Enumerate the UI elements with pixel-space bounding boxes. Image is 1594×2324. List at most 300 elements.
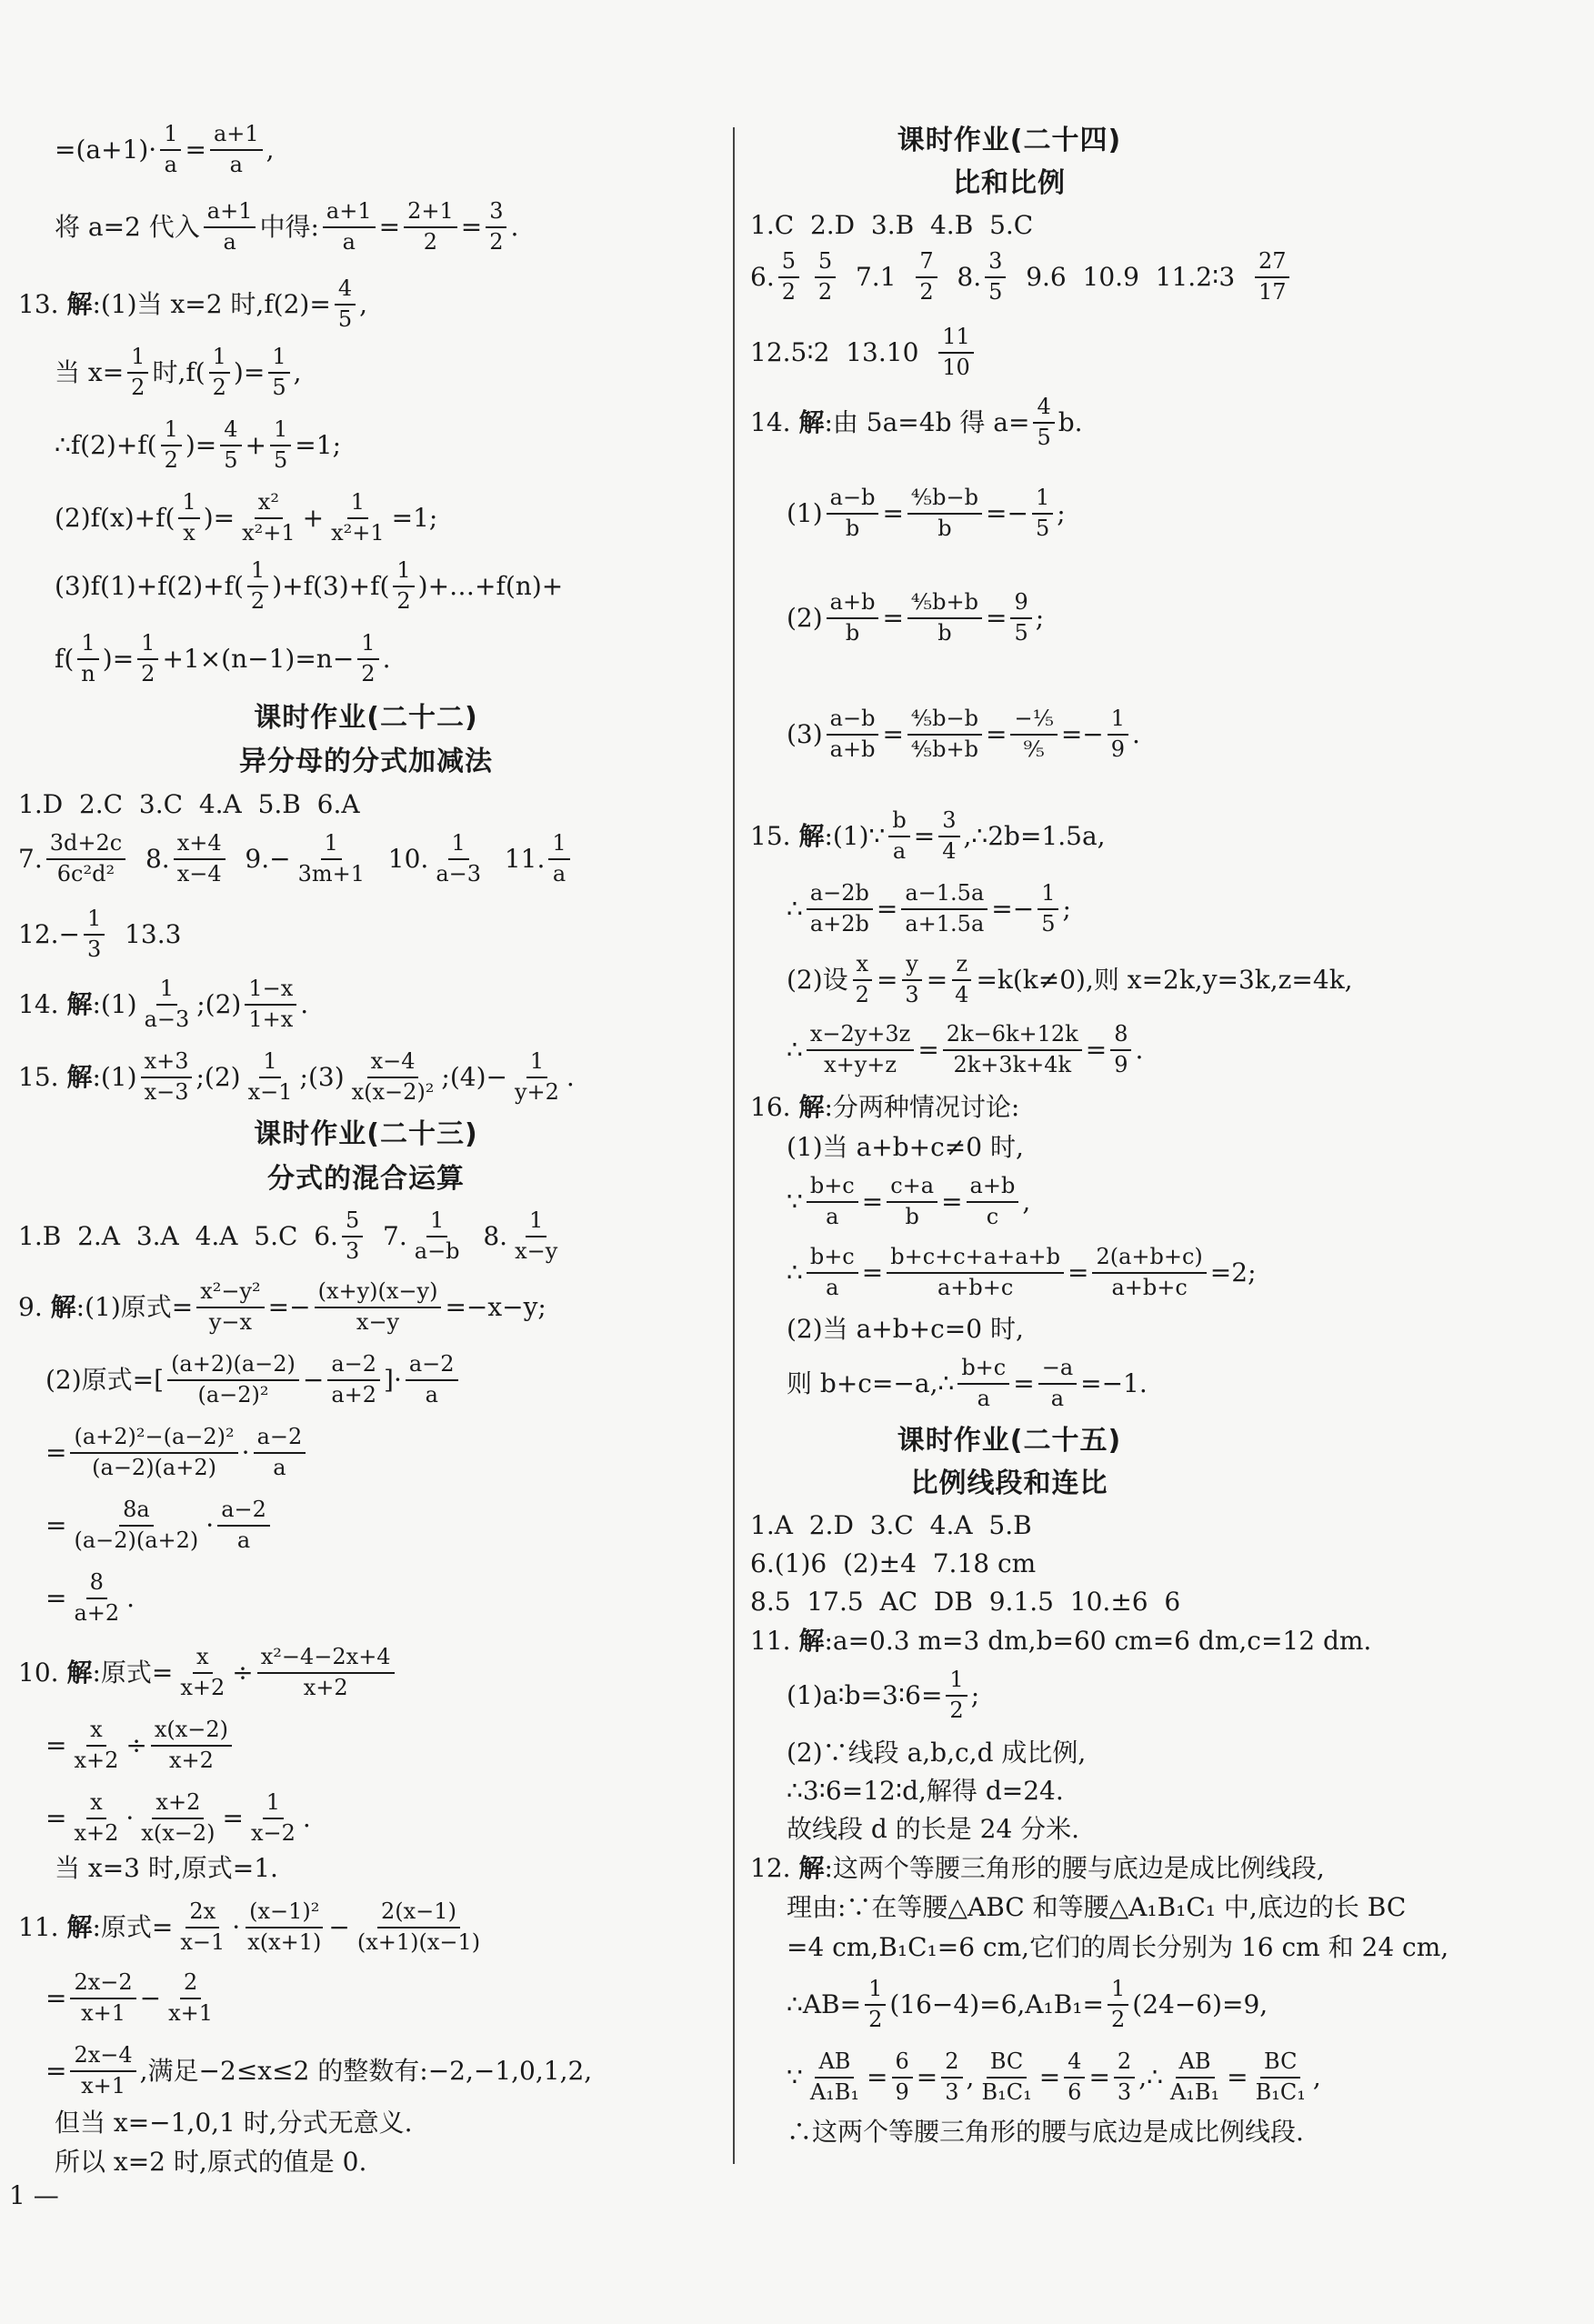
- text-segment: 11.: [18, 1912, 67, 1942]
- text-segment: .: [566, 1062, 575, 1092]
- fraction: [941, 2049, 962, 2105]
- text-segment: ·: [125, 1803, 135, 1833]
- answer-line: [750, 1850, 1325, 1887]
- fraction-numerator: a−b: [827, 486, 879, 515]
- fraction-denominator: x+2: [168, 1748, 214, 1773]
- fraction-denominator: 2: [919, 279, 934, 305]
- fraction: [315, 1279, 442, 1335]
- answer-line: [750, 1508, 1032, 1544]
- text-segment: 9.: [18, 1292, 51, 1322]
- fraction-denominator: ⁴⁄₅b+b: [910, 736, 979, 762]
- fraction: [70, 1570, 123, 1626]
- text-segment: =: [1068, 1257, 1089, 1287]
- fraction-denominator: a+2b: [809, 911, 869, 937]
- fraction-denominator: 5: [272, 375, 286, 400]
- fraction: [548, 831, 569, 887]
- fraction: [1033, 395, 1054, 450]
- fraction-denominator: 5: [1014, 620, 1028, 646]
- fraction: [247, 558, 268, 614]
- fraction-denominator: x²+1: [242, 520, 296, 546]
- answer-line: [787, 2114, 1304, 2150]
- text-segment: 比例线段和连比: [910, 1468, 1108, 1499]
- text-segment: :(1)当 x=2 时,f(2)=: [92, 289, 331, 319]
- text-segment: −: [302, 1365, 325, 1395]
- fraction-numerator: 4: [220, 417, 241, 446]
- text-segment: .: [510, 212, 519, 242]
- solution-label: 解: [66, 1658, 93, 1688]
- answer-line: [787, 2049, 1321, 2105]
- text-segment: 课时作业(二十二): [254, 702, 478, 734]
- fraction-numerator: 5: [778, 249, 799, 278]
- text-segment: (3): [787, 719, 823, 749]
- fraction: [327, 490, 388, 546]
- fraction: [217, 1498, 270, 1553]
- fraction-numerator: 1: [156, 977, 177, 1006]
- text-segment: +: [245, 430, 267, 460]
- fraction: [887, 1245, 1064, 1300]
- text-segment: 1.D 2.C 3.C 4.A 5.B 6.A: [18, 789, 360, 819]
- fraction: [951, 952, 972, 1007]
- fraction-denominator: (a−2)(a+2): [74, 1528, 199, 1553]
- fraction: [178, 490, 199, 546]
- fraction-denominator: 2: [817, 279, 833, 305]
- fraction-numerator: 2x: [185, 1899, 219, 1928]
- fraction: [938, 808, 959, 864]
- fraction-numerator: 1: [161, 417, 182, 446]
- text-segment: 10.: [372, 844, 429, 874]
- fraction-numerator: 1: [946, 1668, 967, 1697]
- text-segment: 6.: [750, 262, 775, 292]
- fraction-numerator: 1: [268, 345, 289, 374]
- fraction-numerator: 6: [892, 2049, 913, 2079]
- right-column: [737, 0, 1594, 2324]
- text-segment: ,: [359, 289, 367, 319]
- fraction: [807, 2049, 863, 2105]
- fraction-denominator: 2: [141, 661, 155, 686]
- fraction-denominator: a−3: [436, 861, 482, 887]
- fraction: [335, 276, 356, 332]
- fraction-numerator: 2(a+b+c): [1092, 1245, 1206, 1274]
- text-segment: 12.−: [18, 919, 80, 949]
- fraction-numerator: 4: [335, 276, 356, 306]
- solution-label: 解: [66, 1912, 93, 1942]
- text-segment: 12.5∶2 13.10: [750, 337, 936, 367]
- solution-label: 解: [66, 1062, 93, 1092]
- text-segment: =−1.: [1080, 1368, 1148, 1398]
- answer-line: [45, 1569, 135, 1626]
- text-segment: 15.: [18, 1062, 67, 1092]
- fraction-denominator: 3: [1117, 2079, 1132, 2105]
- fraction: [209, 345, 230, 400]
- text-segment: =: [378, 212, 401, 242]
- fraction-denominator: a: [229, 152, 243, 177]
- text-segment: :(1)∵: [824, 821, 886, 851]
- fraction: [323, 199, 376, 255]
- fraction-numerator: x²: [255, 490, 283, 519]
- fraction: [151, 1718, 232, 1773]
- solution-label: 解: [798, 407, 825, 437]
- text-segment: 课时作业(二十四): [897, 125, 1122, 156]
- fraction-numerator: AB: [1176, 2049, 1215, 2079]
- fraction-numerator: a+b: [967, 1174, 1019, 1203]
- fraction-numerator: ⁴⁄₅b−b: [907, 486, 982, 515]
- answer-line: [750, 1546, 1036, 1582]
- text-segment: =: [45, 1730, 67, 1760]
- fraction-denominator: 5: [1037, 425, 1051, 450]
- answer-line: [18, 976, 309, 1032]
- fraction: [137, 631, 158, 686]
- fraction-numerator: b+c: [807, 1174, 858, 1203]
- text-segment: 比和比例: [953, 167, 1066, 199]
- fraction-numerator: 1: [448, 831, 469, 860]
- text-segment: .: [382, 644, 391, 674]
- fraction-numerator: a−b: [827, 706, 879, 736]
- left-column: [0, 0, 732, 2324]
- fraction-denominator: a: [892, 838, 907, 864]
- fraction: [807, 1174, 858, 1229]
- fraction-numerator: a+1: [323, 199, 376, 228]
- text-segment: 8.: [940, 262, 982, 292]
- fraction: [1038, 1356, 1077, 1411]
- solution-label: 解: [66, 989, 93, 1019]
- text-segment: =: [861, 1257, 884, 1287]
- fraction: [257, 1645, 395, 1700]
- text-segment: 理由:∵在等腰△ABC 和等腰△A₁B₁C₁ 中,底边的长 BC: [787, 1892, 1407, 1922]
- text-segment: :这两个等腰三角形的腰与底边是成比例线段,: [824, 1853, 1325, 1883]
- fraction-denominator: x−1: [247, 1079, 293, 1105]
- answer-line: [18, 830, 574, 887]
- fraction: [807, 881, 873, 937]
- answer-line: [45, 1497, 274, 1553]
- text-segment: =: [882, 719, 904, 749]
- fraction-denominator: 2: [949, 1698, 964, 1723]
- fraction-numerator: 1: [426, 1208, 447, 1237]
- text-segment: =: [1013, 1368, 1035, 1398]
- answer-line: [55, 198, 519, 255]
- answer-line: [55, 630, 391, 686]
- fraction-denominator: a+b: [829, 736, 876, 762]
- answer-line: [787, 1976, 1268, 2032]
- text-segment: ∴这两个等腰三角形的腰与底边是成比例线段.: [787, 2117, 1304, 2147]
- fraction: [892, 2049, 913, 2105]
- text-segment: =4 cm,B₁C₁=6 cm,它们的周长分别为 16 cm 和 24 cm,: [787, 1932, 1449, 1962]
- fraction-denominator: n: [81, 661, 95, 686]
- fraction-numerator: a+b: [827, 590, 879, 619]
- text-segment: =: [45, 2056, 67, 2086]
- fraction-numerator: x²−y²: [196, 1279, 264, 1308]
- fraction: [160, 122, 181, 177]
- fraction-denominator: x−3: [144, 1079, 189, 1105]
- text-segment: 异分母的分式加减法: [239, 746, 493, 777]
- text-segment: .: [126, 1583, 135, 1613]
- solution-label: 解: [798, 821, 825, 851]
- fraction-numerator: 1−x: [245, 977, 296, 1006]
- fraction-denominator: b: [845, 620, 860, 646]
- answer-line: [787, 589, 1045, 646]
- text-segment: =: [1038, 2062, 1061, 2092]
- fraction: [176, 1899, 228, 1955]
- fraction-numerator: AB: [815, 2049, 854, 2079]
- fraction: [1092, 1245, 1206, 1300]
- fraction-numerator: 8: [86, 1570, 107, 1599]
- text-segment: ∴: [787, 894, 803, 924]
- text-segment: ;(2): [196, 989, 242, 1019]
- fraction-denominator: 3: [905, 982, 919, 1007]
- text-segment: =: [986, 603, 1008, 633]
- fraction: [196, 1279, 264, 1335]
- fraction-denominator: y+2: [514, 1079, 559, 1105]
- fraction: [141, 1049, 193, 1105]
- text-segment: =: [45, 1437, 67, 1468]
- fraction-denominator: (a−2)(a+2): [92, 1455, 216, 1480]
- text-segment: 1.A 2.D 3.C 4.A 5.B: [750, 1510, 1032, 1540]
- fraction-numerator: b: [888, 808, 909, 837]
- fraction-numerator: x: [853, 952, 873, 981]
- fraction: [165, 1970, 216, 2026]
- answer-line: [787, 1021, 1144, 1077]
- fraction: [70, 2043, 135, 2099]
- fraction-denominator: a: [273, 1455, 286, 1480]
- fraction-denominator: 5: [1035, 516, 1050, 541]
- text-segment: 8.: [466, 1221, 508, 1251]
- answer-line: [18, 1898, 487, 1955]
- fraction-denominator: b: [905, 1204, 919, 1229]
- text-segment: ;: [1057, 498, 1066, 528]
- fraction-numerator: x+3: [141, 1049, 193, 1078]
- fraction-numerator: b+c: [807, 1245, 858, 1274]
- fraction: [295, 831, 368, 887]
- section-heading: [0, 744, 732, 780]
- fraction-numerator: 5: [815, 249, 836, 278]
- fraction: [946, 1668, 967, 1723]
- answer-line: [750, 1089, 1019, 1126]
- fraction: [174, 831, 226, 887]
- text-segment: ,满足−2≤x≤2 的整数有:−2,−1,0,1,2,: [139, 2056, 593, 2086]
- text-segment: 则 b+c=−a,∴: [787, 1368, 955, 1398]
- fraction-denominator: 2: [423, 229, 438, 255]
- fraction: [1010, 590, 1031, 646]
- fraction: [511, 1049, 563, 1105]
- fraction-numerator: 2(x−1): [377, 1899, 460, 1928]
- fraction: [807, 1245, 858, 1300]
- text-segment: =−: [986, 498, 1028, 528]
- fraction-denominator: a+b+c: [1111, 1275, 1188, 1300]
- answer-line: [787, 951, 1353, 1007]
- fraction-numerator: 8a: [119, 1498, 154, 1527]
- fraction-numerator: 1: [548, 831, 569, 860]
- fraction-denominator: 10: [942, 355, 970, 380]
- fraction-denominator: a+b+c: [937, 1275, 1014, 1300]
- fraction: [827, 590, 879, 646]
- fraction-numerator: x: [193, 1645, 213, 1674]
- fraction-numerator: x: [86, 1718, 106, 1747]
- fraction-denominator: x+1: [168, 2000, 214, 2026]
- fraction-denominator: a: [425, 1382, 438, 1407]
- solution-label: 解: [66, 289, 93, 319]
- fraction-numerator: c+a: [887, 1174, 937, 1203]
- fraction: [901, 881, 987, 937]
- fraction: [985, 249, 1006, 305]
- text-segment: +: [302, 503, 325, 533]
- fraction-denominator: x²+1: [331, 520, 385, 546]
- text-segment: 13.: [18, 289, 67, 319]
- fraction: [907, 706, 982, 762]
- text-segment: 16.: [750, 1092, 799, 1122]
- text-segment: ,: [1312, 2062, 1321, 2092]
- text-segment: ∵: [787, 1187, 803, 1217]
- fraction: [354, 1899, 484, 1955]
- text-segment: =(a+1)·: [55, 135, 157, 165]
- answer-line: [45, 1717, 236, 1773]
- fraction-denominator: 2: [396, 588, 411, 614]
- text-segment: )=: [102, 644, 135, 674]
- text-segment: ÷: [232, 1658, 254, 1688]
- fraction: [888, 808, 909, 864]
- text-segment: ∴: [787, 1035, 803, 1065]
- answer-line: [787, 1355, 1148, 1411]
- fraction-numerator: 2: [180, 1970, 201, 1999]
- fraction-denominator: a+2: [331, 1382, 377, 1407]
- fraction: [127, 345, 148, 400]
- text-segment: (16−4)=6,A₁B₁=: [889, 1989, 1104, 2019]
- fraction-denominator: x+2: [74, 1748, 119, 1773]
- fraction-denominator: a−3: [144, 1007, 190, 1032]
- answer-line: [750, 1623, 1371, 1659]
- fraction-denominator: 2: [1111, 2007, 1126, 2032]
- fraction: [176, 1645, 228, 1700]
- answer-line: [787, 1811, 1079, 1848]
- fraction-numerator: 1: [1032, 486, 1053, 515]
- text-segment: (2)原式=[: [45, 1365, 165, 1395]
- fraction-numerator: 1: [393, 558, 414, 587]
- fraction-numerator: 1: [526, 1208, 546, 1237]
- text-segment: 9.6 10.9 11.2∶3: [1009, 262, 1251, 292]
- fraction: [967, 1174, 1019, 1229]
- answer-line: [55, 489, 438, 546]
- fraction-numerator: 11: [938, 325, 974, 354]
- fraction-denominator: 2: [250, 588, 266, 614]
- answer-line: [55, 557, 564, 614]
- text-segment: =2;: [1209, 1257, 1257, 1287]
- text-segment: =: [882, 603, 904, 633]
- fraction-numerator: 2k−6k+12k: [943, 1022, 1082, 1051]
- text-segment: =: [460, 212, 483, 242]
- text-segment: 课时作业(二十五): [897, 1425, 1122, 1457]
- fraction: [852, 952, 873, 1007]
- fraction-numerator: 2: [941, 2049, 962, 2079]
- fraction-denominator: x(x−2)²: [351, 1079, 435, 1105]
- fraction-numerator: b+c+c+a+a+b: [887, 1245, 1064, 1274]
- fraction-denominator: 3: [345, 1238, 360, 1264]
- text-segment: ·: [232, 1912, 241, 1942]
- section-heading: [0, 1117, 732, 1153]
- text-segment: 12.: [750, 1853, 799, 1883]
- fraction-numerator: (x−1)²: [246, 1899, 323, 1928]
- fraction: [887, 1174, 937, 1229]
- fraction-numerator: x: [86, 1790, 106, 1819]
- text-segment: 时,f(: [152, 357, 206, 387]
- fraction-denominator: x+1: [81, 2073, 126, 2099]
- fraction-numerator: a−2: [254, 1425, 306, 1454]
- text-segment: ∴3∶6=12∶d,解得 d=24.: [787, 1776, 1064, 1806]
- fraction-numerator: 1: [77, 631, 98, 660]
- text-segment: =: [1227, 2062, 1248, 2092]
- fraction-denominator: 3: [945, 2079, 959, 2105]
- fraction-denominator: a+2: [74, 1600, 120, 1626]
- fraction: [167, 1352, 299, 1407]
- text-segment: .: [1135, 1035, 1144, 1065]
- text-segment: =−x−y;: [445, 1292, 546, 1322]
- answer-line: [18, 906, 182, 962]
- fraction-denominator: x−4: [176, 861, 222, 887]
- fraction-denominator: B₁C₁: [1255, 2079, 1306, 2105]
- text-segment: )+f(3)+f(: [272, 571, 390, 601]
- fraction-denominator: A₁B₁: [1169, 2079, 1220, 2105]
- fraction-denominator: 4: [955, 982, 969, 1007]
- fraction-denominator: 5: [337, 306, 353, 332]
- fraction: [977, 2049, 1035, 2105]
- fraction-denominator: x+y+z: [824, 1052, 897, 1077]
- fraction-denominator: x+1: [81, 2000, 126, 2026]
- fraction-denominator: 2: [164, 447, 178, 473]
- fraction-numerator: 1: [247, 558, 268, 587]
- section-heading: [737, 1466, 1282, 1502]
- text-segment: 所以 x=2 时,原式的值是 0.: [55, 2147, 367, 2177]
- fraction: [342, 1208, 363, 1264]
- text-segment: ]·: [384, 1365, 402, 1395]
- text-segment: =: [876, 894, 898, 924]
- fraction-denominator: a: [826, 1204, 839, 1229]
- text-segment: −: [139, 1983, 162, 2013]
- answer-line: [45, 2042, 593, 2099]
- text-segment: 13.3: [108, 919, 182, 949]
- text-segment: ,: [293, 357, 302, 387]
- fraction: [161, 417, 182, 473]
- fraction-numerator: b+c: [957, 1356, 1009, 1385]
- text-segment: ,∴2b=1.5a,: [963, 821, 1106, 851]
- fraction-numerator: 1: [127, 345, 148, 374]
- fraction-numerator: 3: [938, 808, 959, 837]
- fraction-denominator: x(x−2): [141, 1820, 216, 1846]
- fraction-numerator: x²−4−2x+4: [257, 1645, 395, 1674]
- text-segment: =−: [267, 1292, 311, 1322]
- text-segment: 14.: [750, 407, 799, 437]
- fraction: [406, 1352, 458, 1407]
- fraction-denominator: b: [845, 516, 860, 541]
- fraction-denominator: 4: [942, 838, 957, 864]
- fraction-denominator: 2: [361, 661, 376, 686]
- answer-line: [18, 1207, 565, 1264]
- text-segment: 1.C 2.D 3.B 4.B 5.C: [750, 210, 1034, 240]
- answer-line: [45, 1789, 311, 1846]
- fraction: [865, 1977, 886, 2032]
- answer-line: [787, 1311, 1024, 1347]
- answer-line: [45, 1424, 309, 1480]
- fraction-numerator: 2x−4: [70, 2043, 135, 2072]
- text-segment: ;(4)−: [441, 1062, 507, 1092]
- fraction: [357, 631, 378, 686]
- fraction: [244, 1899, 325, 1955]
- answer-line: [750, 248, 1293, 305]
- text-segment: ;: [1062, 894, 1071, 924]
- fraction-numerator: 5: [342, 1208, 363, 1237]
- fraction-numerator: 4: [1033, 395, 1054, 424]
- fraction-denominator: x: [183, 520, 195, 546]
- fraction-denominator: 9: [1114, 1052, 1128, 1077]
- answer-line: [55, 1850, 278, 1887]
- fraction: [1032, 486, 1053, 541]
- fraction-denominator: (a−2)²: [197, 1382, 269, 1407]
